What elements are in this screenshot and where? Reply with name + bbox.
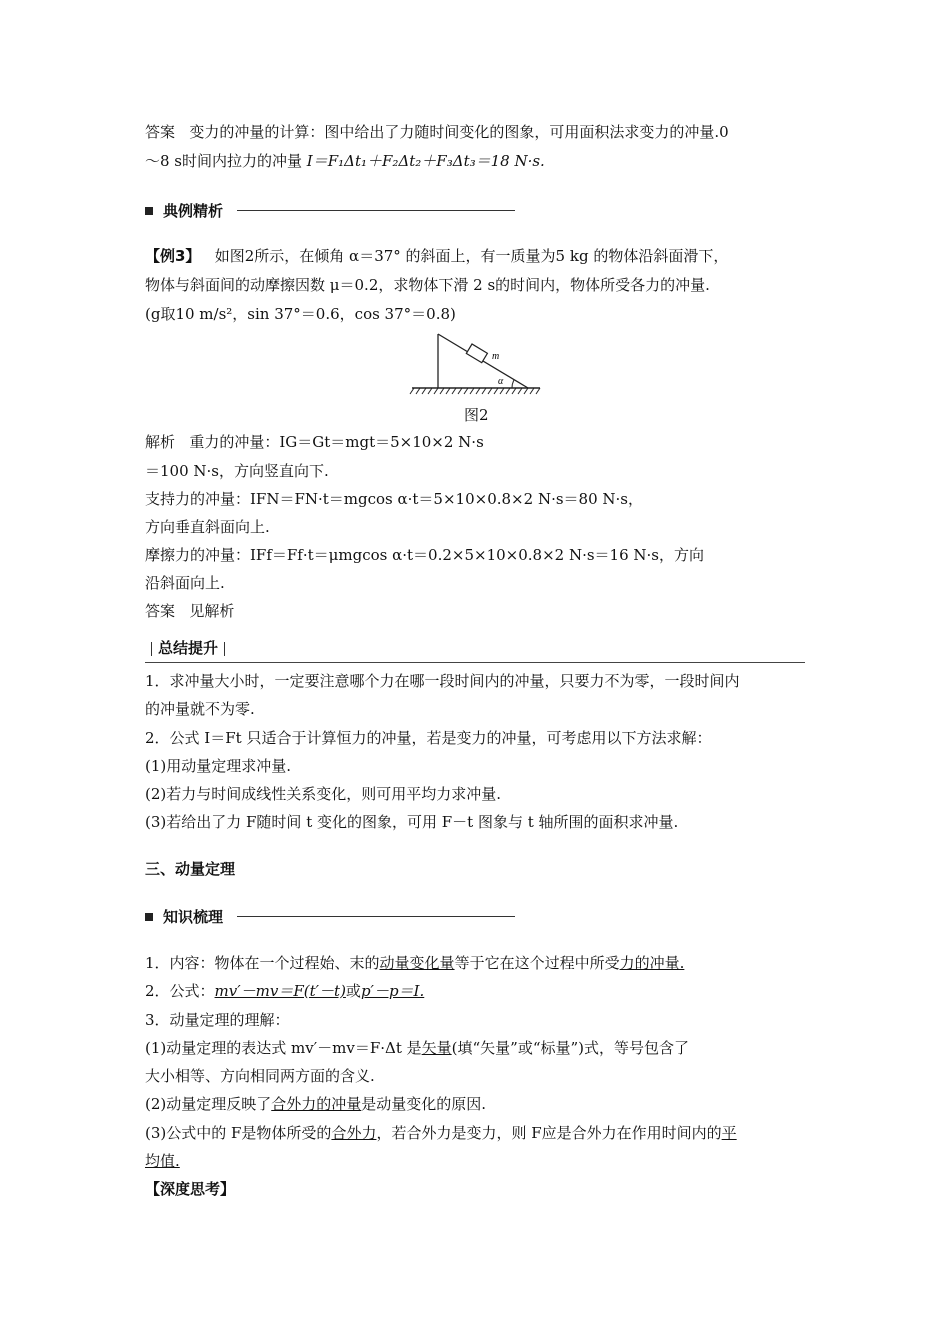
example-label: 【例3】: [145, 247, 201, 265]
angle-arc: [512, 380, 514, 388]
figure-caption: 图2: [464, 406, 489, 424]
section-rule: [237, 210, 515, 211]
k6-post: 是动量变化的原因.: [361, 1095, 487, 1113]
answer2-line: [145, 600, 234, 622]
section-knowledge-title: 知识梳理: [163, 908, 224, 926]
section-examples-title: 典例精析: [163, 202, 224, 220]
k7-underline-2: 平: [721, 1124, 737, 1142]
k1-underline-2: 力的冲量.: [619, 954, 685, 972]
k4-pre: (1)动量定理的表达式 mv′－mv＝F·Δt 是: [145, 1039, 422, 1057]
k1-underline-1: 动量变化量: [379, 954, 455, 972]
knowledge-8: [145, 1150, 180, 1172]
section-rule: [237, 916, 515, 917]
mass-label: m: [492, 351, 500, 362]
summary-item-1: 1．求冲量大小时，一定要注意哪个力在哪一段时间内的冲量，只要力不为零，一段时间内: [145, 672, 740, 690]
solution-line3: 支持力的冲量：IFN＝FN·t＝mgcos α·t＝5×10×0.8×2 N·s＝80 N·s，: [145, 490, 643, 508]
k4-post: (填“矢量”或“标量”)式，等号包含了: [451, 1039, 690, 1057]
section-knowledge-header: [145, 906, 515, 927]
k7-underline-1: 合外力: [331, 1124, 377, 1142]
summary-title: 总结提升: [158, 639, 219, 657]
section-examples-header: [145, 200, 515, 221]
incline-diagram: [408, 330, 544, 400]
solution-label: 解析: [145, 433, 176, 451]
k2-underline-1: mv′－mv＝F(t′－t): [214, 982, 346, 1000]
k8-underline: 均值.: [145, 1152, 180, 1170]
block-mass: [466, 344, 487, 363]
deep-thinking-label: 【深度思考】: [145, 1180, 236, 1198]
k4-underline: 矢量: [421, 1039, 452, 1057]
example3-line2: 物体与斜面间的动摩擦因数 μ＝0.2，求物体下滑 2 s的时间内，物体所受各力的冲量.: [145, 276, 710, 294]
summary-item-4: (1)用动量定理求冲量.: [145, 757, 292, 775]
solution-line2: ＝100 N·s，方向竖直向下.: [145, 462, 329, 480]
solution-line5: 摩擦力的冲量：IFf＝Ff·t＝μmgcos α·t＝0.2×5×10×0.8×2 N·s＝16 N·s，方向: [145, 546, 705, 564]
summary-item-6: (3)若给出了力 F随时间 t 变化的图象，可用 F－t 图象与 t 轴所围的面积求冲量.: [145, 813, 679, 831]
example3-text1: 如图2所示，在倾角 α＝37° 的斜面上，有一质量为5 kg 的物体沿斜面滑下，: [214, 247, 729, 265]
answer-label: 答案: [145, 123, 176, 141]
knowledge-2: [145, 980, 424, 1002]
solution-line1: [145, 431, 484, 453]
k1-mid: 等于它在这个过程中所受: [454, 954, 620, 972]
k7-pre: (3)公式中的 F是物体所受的: [145, 1124, 332, 1142]
k6-pre: (2)动量定理反映了: [145, 1095, 272, 1113]
impulse-formula: I＝F₁Δt₁＋F₂Δt₂＋F₃Δt₃＝18 N·s.: [306, 152, 545, 170]
answer1-text: 变力的冲量的计算：图中给出了力随时间变化的图象，可用面积法求变力的冲量.0: [189, 123, 729, 141]
square-bullet-icon: [145, 207, 153, 215]
k2-underline-2: p′－p＝I.: [360, 982, 425, 1000]
answer1-line2: [145, 150, 545, 172]
answer2-text: 见解析: [189, 602, 235, 620]
angle-label: α: [498, 376, 504, 387]
k2-pre: 2．公式：: [145, 982, 215, 1000]
summary-item-5: (2)若力与时间成线性关系变化，则可用平均力求冲量.: [145, 785, 502, 803]
ground-hatching: [410, 388, 540, 394]
k6-underline: 合外力的冲量: [271, 1095, 362, 1113]
knowledge-4: [145, 1037, 689, 1059]
answer1-line1: [145, 121, 729, 143]
left-bar-icon: [151, 642, 152, 656]
solution-text1: 重力的冲量：IG＝Gt＝mgt＝5×10×2 N·s: [189, 433, 484, 451]
summary-header: [145, 637, 231, 659]
knowledge-6: [145, 1093, 486, 1115]
right-bar-icon: [224, 642, 225, 656]
answer1-text2: ～8 s时间内拉力的冲量: [145, 152, 303, 170]
knowledge-7: [145, 1122, 737, 1144]
summary-rule: [145, 662, 805, 663]
answer2-label: 答案: [145, 602, 176, 620]
section3-title: 三、动量定理: [145, 860, 236, 878]
knowledge-5: 大小相等、方向相同两方面的含义.: [145, 1067, 375, 1085]
k7-mid: ，若合外力是变力，则 F应是合外力在作用时间内的: [376, 1124, 722, 1142]
summary-item-3: 2．公式 I＝Ft 只适合于计算恒力的冲量，若是变力的冲量，可考虑用以下方法求解：: [145, 729, 712, 747]
solution-line6: 沿斜面向上.: [145, 574, 225, 592]
summary-item-2: 的冲量就不为零.: [145, 700, 255, 718]
k2-mid: 或: [345, 982, 361, 1000]
square-bullet-icon: [145, 913, 153, 921]
knowledge-3: 3．动量定理的理解：: [145, 1011, 290, 1029]
example3-line1: [145, 245, 728, 267]
solution-line4: 方向垂直斜面向上.: [145, 518, 270, 536]
example3-line3: (g取10 m/s²，sin 37°＝0.6，cos 37°＝0.8): [145, 305, 456, 323]
k1-pre: 1．内容：物体在一个过程始、末的: [145, 954, 380, 972]
knowledge-1: [145, 952, 684, 974]
